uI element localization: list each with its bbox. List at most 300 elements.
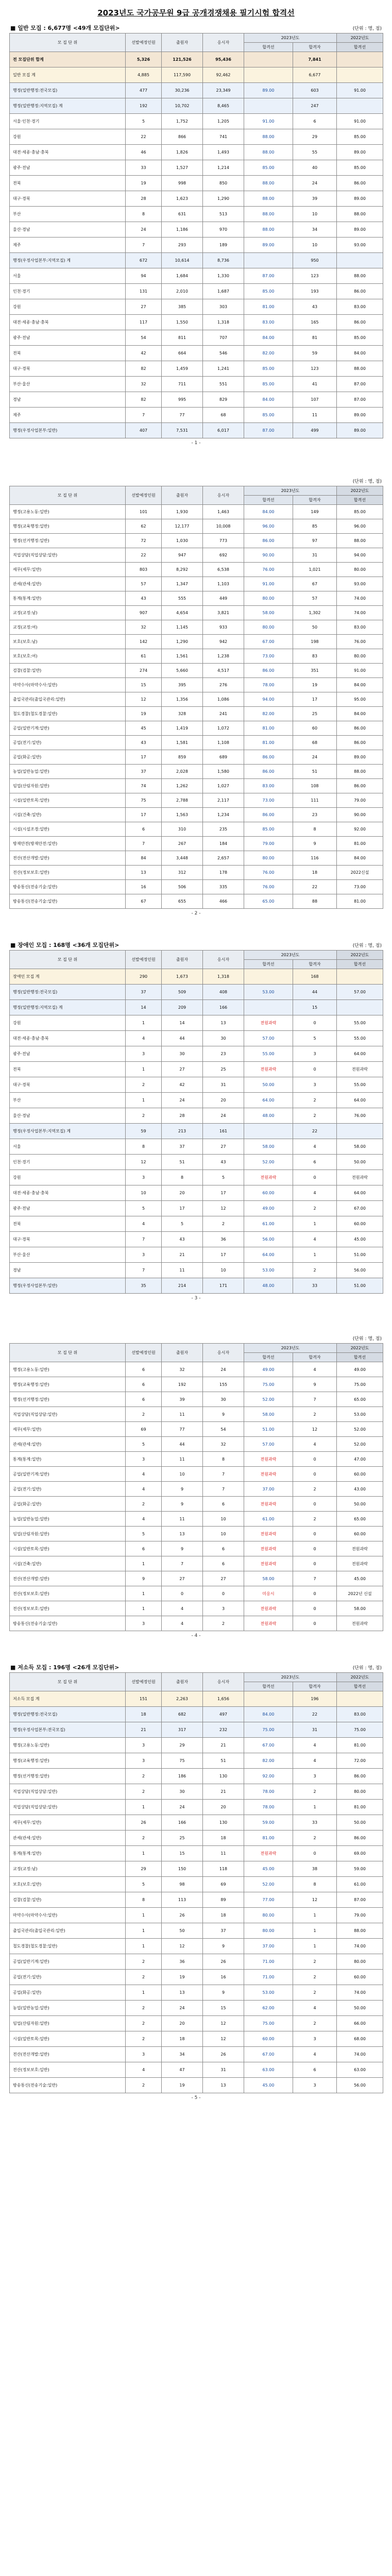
row-passers-2023: 23 bbox=[293, 808, 337, 822]
row-cutoff-2022: 86.00 bbox=[337, 315, 383, 330]
header-takers: 응시자 bbox=[203, 1673, 244, 1691]
row-applicants: 24 bbox=[162, 2001, 203, 2016]
table-row bbox=[10, 822, 383, 837]
row-cutoff-2023: 전원과락 bbox=[244, 1467, 293, 1482]
row-applicants: 2,263 bbox=[162, 1691, 203, 1707]
row-passers-2023: 22 bbox=[293, 1124, 337, 1139]
row-cutoff-2023: 81.00 bbox=[244, 736, 293, 750]
row-takers: 24 bbox=[203, 1362, 244, 1377]
row-cutoff-2022: 88.00 bbox=[337, 268, 383, 284]
table-row bbox=[10, 1046, 383, 1062]
row-category: 시설(건축:일반) bbox=[10, 808, 126, 822]
row-takers: 130 bbox=[203, 1769, 244, 1784]
row-cutoff-2023: 63.00 bbox=[244, 2062, 293, 2078]
row-passers-2023: 12 bbox=[293, 1892, 337, 1908]
row-passers-2023: 24 bbox=[293, 176, 337, 191]
row-cutoff-2023: 전원과락 bbox=[244, 1541, 293, 1556]
table-row bbox=[10, 1392, 383, 1407]
table-row bbox=[10, 2047, 383, 2062]
row-passers-2023: 4 bbox=[293, 2001, 337, 2016]
row-cutoff-2022: 92.00 bbox=[337, 822, 383, 837]
row-takers: 161 bbox=[203, 1124, 244, 1139]
row-cutoff-2022: 55.00 bbox=[337, 1077, 383, 1093]
row-applicants: 4 bbox=[162, 1601, 203, 1616]
row-passers-2023: 22 bbox=[293, 880, 337, 894]
row-cutoff-2023: 84.00 bbox=[244, 330, 293, 346]
table-row bbox=[10, 1077, 383, 1093]
row-passers-2023: 97 bbox=[293, 534, 337, 548]
row-takers: 1,330 bbox=[203, 268, 244, 284]
table-row bbox=[10, 793, 383, 808]
row-passers-2023: 33 bbox=[293, 1815, 337, 1831]
table-row bbox=[10, 1031, 383, 1046]
table-row bbox=[10, 2001, 383, 2016]
row-category: 보호(보호:여) bbox=[10, 649, 126, 664]
row-takers: 1,318 bbox=[203, 315, 244, 330]
row-cutoff-2023: 89.00 bbox=[244, 238, 293, 253]
row-passers-2023: 499 bbox=[293, 423, 337, 438]
header-passers-2023: 합격자 bbox=[293, 496, 337, 505]
row-passers-2023: 149 bbox=[293, 505, 337, 519]
row-cutoff-2022: 81.00 bbox=[337, 894, 383, 909]
row-selected: 2 bbox=[126, 2031, 162, 2047]
row-takers: 335 bbox=[203, 880, 244, 894]
header-applicants: 출원자 bbox=[162, 33, 203, 52]
row-applicants: 13 bbox=[162, 1527, 203, 1541]
row-cutoff-2022: 79.00 bbox=[337, 793, 383, 808]
row-passers-2023: 40 bbox=[293, 160, 337, 176]
row-selected: 4 bbox=[126, 1512, 162, 1527]
row-category: 인천·경기 bbox=[10, 284, 126, 299]
row-category: 행정(선거행정:일반) bbox=[10, 534, 126, 548]
row-cutoff-2023: 86.00 bbox=[244, 534, 293, 548]
row-selected: 6 bbox=[126, 1541, 162, 1556]
row-cutoff-2023: 37.00 bbox=[244, 1939, 293, 1954]
table-row bbox=[10, 563, 383, 577]
row-passers-2023: 1 bbox=[293, 1939, 337, 1954]
row-applicants: 1,262 bbox=[162, 779, 203, 793]
row-cutoff-2023: 61.00 bbox=[244, 1512, 293, 1527]
row-category: 장애인 모집 계 bbox=[10, 969, 126, 985]
row-applicants: 192 bbox=[162, 1377, 203, 1392]
row-applicants: 947 bbox=[162, 548, 203, 563]
row-cutoff-2022: 95.00 bbox=[337, 692, 383, 707]
row-cutoff-2023: 87.00 bbox=[244, 423, 293, 438]
row-cutoff-2022: 69.00 bbox=[337, 1846, 383, 1861]
row-category: 울산·경남 bbox=[10, 1108, 126, 1124]
table-row bbox=[10, 548, 383, 563]
header-category: 모 집 단 위 bbox=[10, 486, 126, 505]
row-applicants: 1,684 bbox=[162, 268, 203, 284]
table-row bbox=[10, 1861, 383, 1877]
row-cutoff-2022: 91.00 bbox=[337, 83, 383, 98]
row-applicants: 2,028 bbox=[162, 765, 203, 779]
table-row bbox=[10, 880, 383, 894]
row-cutoff-2023: 58.00 bbox=[244, 1571, 293, 1586]
row-takers: 25 bbox=[203, 1062, 244, 1077]
row-category: 강원 bbox=[10, 1015, 126, 1031]
row-selected: 17 bbox=[126, 750, 162, 765]
row-cutoff-2023: 61.00 bbox=[244, 1216, 293, 1232]
row-selected: 672 bbox=[126, 253, 162, 268]
row-applicants: 11 bbox=[162, 1512, 203, 1527]
table-row bbox=[10, 692, 383, 707]
header-cutoff-2022: 합격선 bbox=[337, 960, 383, 969]
table-row bbox=[10, 779, 383, 793]
row-category: 행정(교육행정:일반) bbox=[10, 519, 126, 534]
table-row bbox=[10, 620, 383, 635]
table-row bbox=[10, 145, 383, 160]
row-takers: 21 bbox=[203, 1738, 244, 1753]
row-selected: 7 bbox=[126, 408, 162, 423]
row-category: 방재안전(방재안전:일반) bbox=[10, 837, 126, 851]
table-row bbox=[10, 1108, 383, 1124]
row-cutoff-2023: 58.00 bbox=[244, 606, 293, 620]
table-row bbox=[10, 1124, 383, 1139]
row-passers-2023: 0 bbox=[293, 1601, 337, 1616]
row-category: 대구·경북 bbox=[10, 1077, 126, 1093]
row-cutoff-2022 bbox=[337, 1691, 383, 1707]
row-takers: 1,108 bbox=[203, 736, 244, 750]
row-selected: 5 bbox=[126, 114, 162, 129]
section-label: ■ 장애인 모집 : 168명 <36개 모집단위> bbox=[10, 942, 120, 948]
row-takers: 13 bbox=[203, 1015, 244, 1031]
row-takers: 31 bbox=[203, 2062, 244, 2078]
header-passers-2023: 합격자 bbox=[293, 1353, 337, 1362]
row-cutoff-2023: 전원과락 bbox=[244, 1170, 293, 1185]
row-takers: 17 bbox=[203, 1247, 244, 1263]
header-cutoff-2022: 합격선 bbox=[337, 1353, 383, 1362]
table-row bbox=[10, 1467, 383, 1482]
row-cutoff-2023: 88.00 bbox=[244, 207, 293, 222]
row-passers-2023: 2 bbox=[293, 1954, 337, 1970]
row-cutoff-2023: 60.00 bbox=[244, 2031, 293, 2047]
row-category: 출입국관리(출입국관리:일반) bbox=[10, 1923, 126, 1939]
row-applicants: 509 bbox=[162, 985, 203, 1000]
section-2 bbox=[0, 474, 392, 939]
row-cutoff-2022: 68.00 bbox=[337, 2031, 383, 2047]
header-applicants: 출원자 bbox=[162, 1673, 203, 1691]
row-applicants: 1,930 bbox=[162, 505, 203, 519]
row-cutoff-2022: 51.00 bbox=[337, 1247, 383, 1263]
row-category: 시설(일반토목:일반) bbox=[10, 1541, 126, 1556]
row-applicants: 1,561 bbox=[162, 649, 203, 664]
row-passers-2023: 18 bbox=[293, 866, 337, 880]
row-takers: 235 bbox=[203, 822, 244, 837]
row-category: 광주·전남 bbox=[10, 330, 126, 346]
row-cutoff-2022: 72.00 bbox=[337, 1753, 383, 1769]
table-row bbox=[10, 1263, 383, 1278]
table-row bbox=[10, 176, 383, 191]
row-selected: 5 bbox=[126, 1201, 162, 1216]
row-cutoff-2023: 71.00 bbox=[244, 1970, 293, 1985]
row-cutoff-2022: 53.00 bbox=[337, 1407, 383, 1422]
row-applicants: 1,145 bbox=[162, 620, 203, 635]
row-cutoff-2023: 96.00 bbox=[244, 519, 293, 534]
row-applicants: 36 bbox=[162, 1954, 203, 1970]
row-cutoff-2022: 76.00 bbox=[337, 635, 383, 649]
row-category: 강원 bbox=[10, 1170, 126, 1185]
row-selected: 803 bbox=[126, 563, 162, 577]
row-category: 부산·울산 bbox=[10, 1247, 126, 1263]
row-takers: 15 bbox=[203, 2001, 244, 2016]
row-applicants: 385 bbox=[162, 299, 203, 315]
table-row bbox=[10, 423, 383, 438]
row-takers: 942 bbox=[203, 635, 244, 649]
row-cutoff-2022: 86.00 bbox=[337, 721, 383, 736]
row-passers-2023: 1 bbox=[293, 1247, 337, 1263]
row-takers: 497 bbox=[203, 1707, 244, 1722]
table-row bbox=[10, 1586, 383, 1601]
row-takers: 466 bbox=[203, 894, 244, 909]
row-takers: 1,027 bbox=[203, 779, 244, 793]
row-cutoff-2022: 88.00 bbox=[337, 765, 383, 779]
row-cutoff-2023: 88.00 bbox=[244, 222, 293, 238]
row-cutoff-2022 bbox=[337, 1124, 383, 1139]
row-selected: 12 bbox=[126, 692, 162, 707]
row-cutoff-2023: 51.00 bbox=[244, 1422, 293, 1437]
row-selected: 477 bbox=[126, 83, 162, 98]
row-selected: 9 bbox=[126, 1571, 162, 1586]
table-row bbox=[10, 330, 383, 346]
table-row bbox=[10, 160, 383, 176]
row-cutoff-2022: 74.00 bbox=[337, 606, 383, 620]
row-passers-2023: 168 bbox=[293, 969, 337, 985]
row-cutoff-2022: 49.00 bbox=[337, 1362, 383, 1377]
row-cutoff-2022: 86.00 bbox=[337, 1769, 383, 1784]
table-row bbox=[10, 1452, 383, 1467]
row-applicants: 15 bbox=[162, 1846, 203, 1861]
row-takers: 7 bbox=[203, 1467, 244, 1482]
row-cutoff-2022: 전원과락 bbox=[337, 1616, 383, 1631]
row-applicants: 10,702 bbox=[162, 98, 203, 114]
row-takers: 2,117 bbox=[203, 793, 244, 808]
table-row bbox=[10, 1155, 383, 1170]
table-row bbox=[10, 1201, 383, 1216]
section-header bbox=[9, 1332, 383, 1343]
row-takers: 89 bbox=[203, 1892, 244, 1908]
table-row bbox=[10, 635, 383, 649]
row-takers: 1,205 bbox=[203, 114, 244, 129]
row-category: 출입국관리(출입국관리:일반) bbox=[10, 692, 126, 707]
row-cutoff-2022: 45.00 bbox=[337, 1571, 383, 1586]
row-passers-2023: 193 bbox=[293, 284, 337, 299]
row-takers: 741 bbox=[203, 129, 244, 145]
row-category: 임업(산림자원:일반) bbox=[10, 2016, 126, 2031]
table-row bbox=[10, 361, 383, 377]
row-passers-2023: 2 bbox=[293, 1201, 337, 1216]
row-cutoff-2023: 86.00 bbox=[244, 750, 293, 765]
row-applicants: 26 bbox=[162, 1908, 203, 1923]
row-applicants: 811 bbox=[162, 330, 203, 346]
table-row bbox=[10, 534, 383, 548]
row-selected: 1 bbox=[126, 1800, 162, 1815]
row-cutoff-2023: 83.00 bbox=[244, 315, 293, 330]
row-cutoff-2023: 58.00 bbox=[244, 1139, 293, 1155]
row-cutoff-2023: 82.00 bbox=[244, 707, 293, 721]
row-passers-2023: 7 bbox=[293, 1392, 337, 1407]
row-applicants: 1,623 bbox=[162, 191, 203, 207]
row-passers-2023: 88 bbox=[293, 894, 337, 909]
row-cutoff-2022: 75.00 bbox=[337, 1722, 383, 1738]
row-category: 전산(정보보호:일반) bbox=[10, 1586, 126, 1601]
row-selected: 8 bbox=[126, 1892, 162, 1908]
row-takers: 6 bbox=[203, 1497, 244, 1512]
row-cutoff-2022: 88.00 bbox=[337, 534, 383, 548]
row-passers-2023: 6 bbox=[293, 1155, 337, 1170]
row-applicants: 20 bbox=[162, 2016, 203, 2031]
row-passers-2023: 3 bbox=[293, 1046, 337, 1062]
row-applicants: 4 bbox=[162, 1616, 203, 1631]
row-category: 광주·전남 bbox=[10, 1201, 126, 1216]
row-applicants: 50 bbox=[162, 1923, 203, 1939]
row-passers-2023: 3 bbox=[293, 2031, 337, 2047]
row-takers: 95,436 bbox=[203, 52, 244, 67]
row-takers: 31 bbox=[203, 1077, 244, 1093]
row-passers-2023: 51 bbox=[293, 765, 337, 779]
row-category: 방송통신(전송기술:일반) bbox=[10, 2078, 126, 2093]
row-selected: 2 bbox=[126, 1108, 162, 1124]
row-passers-2023: 2 bbox=[293, 1512, 337, 1527]
row-category: 임업(산림자원:일반) bbox=[10, 779, 126, 793]
row-passers-2023: 19 bbox=[293, 678, 337, 692]
row-passers-2023: 2 bbox=[293, 1831, 337, 1846]
row-applicants: 214 bbox=[162, 1278, 203, 1294]
row-applicants: 121,526 bbox=[162, 52, 203, 67]
header-cutoff-2023: 합격선 bbox=[244, 496, 293, 505]
row-cutoff-2023: 53.00 bbox=[244, 1985, 293, 2001]
row-category: 대구·경북 bbox=[10, 1232, 126, 1247]
row-cutoff-2023: 80.00 bbox=[244, 620, 293, 635]
row-takers: 12 bbox=[203, 2031, 244, 2047]
table-row bbox=[10, 1278, 383, 1294]
row-selected: 74 bbox=[126, 779, 162, 793]
table-row bbox=[10, 2062, 383, 2078]
row-takers: 1,241 bbox=[203, 361, 244, 377]
row-applicants: 9 bbox=[162, 1482, 203, 1497]
table-row bbox=[10, 1407, 383, 1422]
row-passers-2023: 0 bbox=[293, 1556, 337, 1571]
row-takers: 6,017 bbox=[203, 423, 244, 438]
row-passers-2023: 2 bbox=[293, 1407, 337, 1422]
row-selected: 32 bbox=[126, 620, 162, 635]
row-takers: 2 bbox=[203, 1616, 244, 1631]
row-selected: 94 bbox=[126, 268, 162, 284]
row-category: 관세(관세:일반) bbox=[10, 1831, 126, 1846]
row-takers: 8 bbox=[203, 1452, 244, 1467]
row-takers: 689 bbox=[203, 750, 244, 765]
row-cutoff-2023: 75.00 bbox=[244, 1377, 293, 1392]
row-selected: 67 bbox=[126, 894, 162, 909]
row-applicants: 186 bbox=[162, 1769, 203, 1784]
row-cutoff-2023: 전원과락 bbox=[244, 1452, 293, 1467]
row-selected: 4 bbox=[126, 1216, 162, 1232]
row-cutoff-2023: 55.00 bbox=[244, 1046, 293, 1062]
row-selected: 1 bbox=[126, 1601, 162, 1616]
row-category: 직업상담(직업상담:일반) bbox=[10, 548, 126, 563]
row-applicants: 1,290 bbox=[162, 635, 203, 649]
row-selected: 7 bbox=[126, 1232, 162, 1247]
row-cutoff-2023 bbox=[244, 67, 293, 83]
table-row bbox=[10, 1377, 383, 1392]
table-row bbox=[10, 1939, 383, 1954]
table-row bbox=[10, 1923, 383, 1939]
row-cutoff-2023: 76.00 bbox=[244, 866, 293, 880]
row-passers-2023: 10 bbox=[293, 238, 337, 253]
row-cutoff-2023: 전원과락 bbox=[244, 1846, 293, 1861]
table-row bbox=[10, 114, 383, 129]
row-applicants: 4,654 bbox=[162, 606, 203, 620]
row-category: 광주·전남 bbox=[10, 160, 126, 176]
row-selected: 3 bbox=[126, 1247, 162, 1263]
row-cutoff-2023: 85.00 bbox=[244, 377, 293, 392]
row-applicants: 655 bbox=[162, 894, 203, 909]
header-cutoff-2022: 합격선 bbox=[337, 43, 383, 52]
page-number: - 3 - bbox=[191, 1296, 201, 1301]
row-takers: 155 bbox=[203, 1377, 244, 1392]
row-passers-2023: 3 bbox=[293, 1077, 337, 1093]
row-category: 직업상담(직업상담:일반) bbox=[10, 1407, 126, 1422]
row-category: 대구·경북 bbox=[10, 191, 126, 207]
row-category: 관세(관세:일반) bbox=[10, 1437, 126, 1452]
row-takers: 69 bbox=[203, 1877, 244, 1892]
row-applicants: 27 bbox=[162, 1571, 203, 1586]
row-cutoff-2023: 전원과락 bbox=[244, 1527, 293, 1541]
row-cutoff-2022: 74.00 bbox=[337, 1939, 383, 1954]
row-category: 전산(정보보호:일반) bbox=[10, 866, 126, 880]
row-passers-2023: 0 bbox=[293, 1170, 337, 1185]
result-table bbox=[9, 486, 383, 909]
row-cutoff-2022: 60.00 bbox=[337, 1216, 383, 1232]
table-row bbox=[10, 969, 383, 985]
table-row bbox=[10, 2016, 383, 2031]
row-selected: 1 bbox=[126, 1586, 162, 1601]
row-applicants: 711 bbox=[162, 377, 203, 392]
row-takers: 2 bbox=[203, 1216, 244, 1232]
row-selected: 27 bbox=[126, 299, 162, 315]
table-row bbox=[10, 577, 383, 591]
row-cutoff-2023: 84.00 bbox=[244, 392, 293, 408]
row-passers-2023: 1 bbox=[293, 1216, 337, 1232]
row-takers: 1,072 bbox=[203, 721, 244, 736]
table-row bbox=[10, 1769, 383, 1784]
row-cutoff-2023: 65.00 bbox=[244, 894, 293, 909]
row-applicants: 24 bbox=[162, 1093, 203, 1108]
header-2023: 2023년도 bbox=[244, 33, 337, 43]
table-row bbox=[10, 1571, 383, 1586]
row-cutoff-2022: 55.00 bbox=[337, 1015, 383, 1031]
row-cutoff-2023: 67.00 bbox=[244, 635, 293, 649]
row-passers-2023: 247 bbox=[293, 98, 337, 114]
row-cutoff-2022: 50.00 bbox=[337, 1497, 383, 1512]
table-row bbox=[10, 750, 383, 765]
row-cutoff-2023: 78.00 bbox=[244, 1800, 293, 1815]
row-passers-2023: 123 bbox=[293, 268, 337, 284]
row-cutoff-2022: 63.00 bbox=[337, 2062, 383, 2078]
row-selected: 10 bbox=[126, 1185, 162, 1201]
row-cutoff-2023: 71.00 bbox=[244, 1954, 293, 1970]
unit-note: (단위 : 명, 점) bbox=[352, 26, 382, 31]
row-cutoff-2023: 80.00 bbox=[244, 851, 293, 866]
row-applicants: 664 bbox=[162, 346, 203, 361]
row-selected: 14 bbox=[126, 1000, 162, 1015]
row-takers: 276 bbox=[203, 678, 244, 692]
table-row bbox=[10, 207, 383, 222]
row-selected: 22 bbox=[126, 129, 162, 145]
row-takers: 1,238 bbox=[203, 649, 244, 664]
table-row bbox=[10, 649, 383, 664]
row-cutoff-2022: 85.00 bbox=[337, 129, 383, 145]
